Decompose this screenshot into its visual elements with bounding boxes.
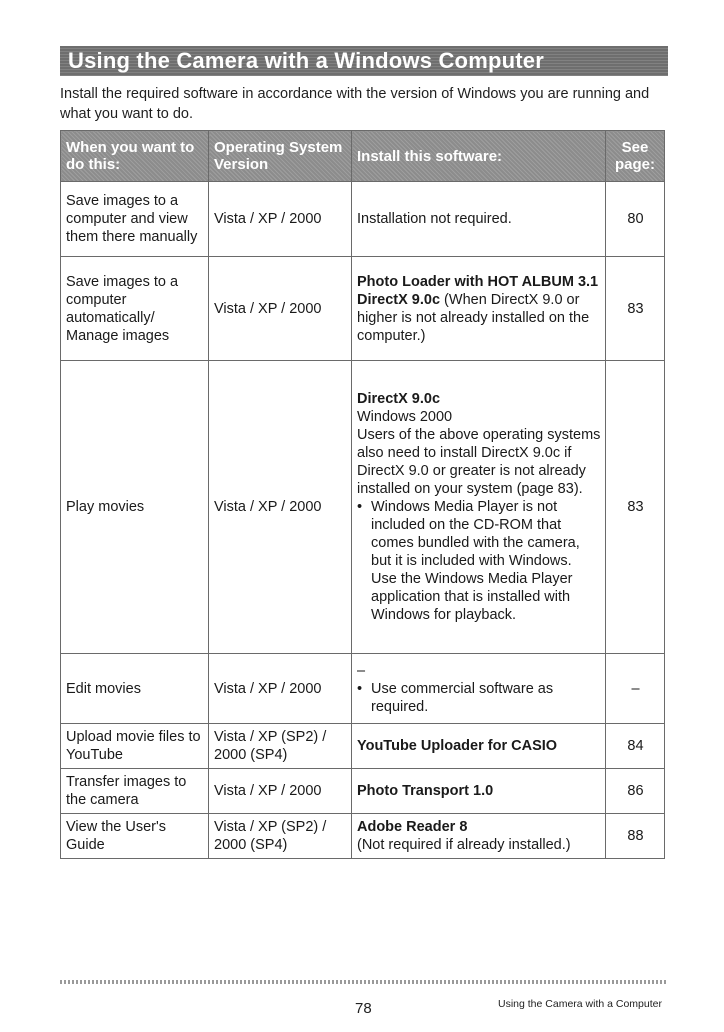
page-cell: 88 — [606, 814, 665, 859]
page-cell: 84 — [606, 724, 665, 769]
intro-paragraph: Install the required software in accordance with the version of Windows you are running and what you want to do. — [60, 86, 650, 122]
software-cell — [352, 182, 606, 257]
software-cell — [352, 814, 606, 859]
software-text: Installation not required. — [357, 211, 512, 227]
software-name: DirectX 9.0c — [357, 291, 441, 308]
os-cell: Vista / XP / 2000 — [209, 182, 352, 257]
os-cell: Vista / XP / 2000 — [209, 257, 352, 361]
bullet-dot: • — [357, 680, 363, 697]
os-cell: Vista / XP (SP2) / 2000 (SP4) — [209, 814, 352, 859]
software-cell — [352, 654, 606, 724]
software-name: YouTube Uploader for CASIO — [357, 738, 558, 754]
software-name: DirectX 9.0c — [357, 391, 441, 407]
task-cell: Transfer images to the camera — [61, 769, 209, 814]
os-cell: Vista / XP / 2000 — [209, 769, 352, 814]
software-cell — [352, 769, 606, 814]
software-table — [60, 130, 665, 859]
software-cell — [352, 724, 606, 769]
task-cell: Save images to a computer and view them there manually — [61, 182, 209, 257]
software-line: (Not required if already installed.) — [357, 837, 571, 853]
page-cell: 86 — [606, 769, 665, 814]
os-cell: Vista / XP (SP2) / 2000 (SP4) — [209, 724, 352, 769]
os-cell: Vista / XP / 2000 — [209, 361, 352, 654]
software-line: Windows 2000 — [357, 409, 453, 425]
software-paragraph: Users of the above operating systems also need to install DirectX 9.0c if DirectX 9.0 or greater is not already installed on your system (page 83). — [357, 427, 601, 497]
task-cell: View the User's Guide — [61, 814, 209, 859]
bullet-item — [357, 498, 601, 624]
software-cell — [352, 257, 606, 361]
software-text: – — [357, 662, 366, 679]
table-row — [61, 724, 665, 769]
task-cell: Save images to a computer automatically/ Manage images — [61, 257, 209, 361]
column-header-page: See page: — [606, 131, 665, 182]
page-cell: 80 — [606, 182, 665, 257]
bullet-dot: • — [357, 499, 363, 515]
section-title: Using the Camera with a Windows Computer — [68, 48, 544, 73]
page-number: 78 — [355, 1000, 372, 1017]
software-note: (When DirectX 9.0 or higher is not already installed on the computer.) — [357, 291, 590, 344]
task-cell: Upload movie files to YouTube — [61, 724, 209, 769]
software-note-line — [357, 291, 601, 345]
bullet-text: Windows Media Player is not included on the CD-ROM that comes bundled with the camera, but it is included with Windows. Use the Windows Media Player application that is installed with Windows for playback. — [371, 499, 580, 623]
column-header-task: When you want to do this: — [61, 131, 209, 182]
software-name: Photo Transport 1.0 — [357, 783, 494, 799]
bullet-text: Use commercial software as required. — [371, 680, 554, 715]
table-row — [61, 654, 665, 724]
footer-divider — [60, 980, 668, 984]
page-cell: – — [606, 654, 665, 724]
table-row — [61, 257, 665, 361]
footer-section-title: Using the Camera with a Computer — [498, 998, 662, 1010]
column-header-os: Operating System Version — [209, 131, 352, 182]
table-row — [61, 361, 665, 654]
software-cell — [352, 361, 606, 654]
page-cell: 83 — [606, 361, 665, 654]
table-header-row — [61, 131, 665, 182]
task-cell: Edit movies — [61, 654, 209, 724]
table-row — [61, 814, 665, 859]
section-title-bar — [60, 46, 668, 76]
task-cell: Play movies — [61, 361, 209, 654]
page-cell: 83 — [606, 257, 665, 361]
table-row — [61, 182, 665, 257]
software-name: Adobe Reader 8 — [357, 819, 468, 835]
software-name: Photo Loader with HOT ALBUM 3.1 — [357, 273, 599, 290]
os-cell: Vista / XP / 2000 — [209, 654, 352, 724]
column-header-software: Install this software: — [352, 131, 606, 182]
table-row — [61, 769, 665, 814]
bullet-item — [357, 680, 601, 716]
